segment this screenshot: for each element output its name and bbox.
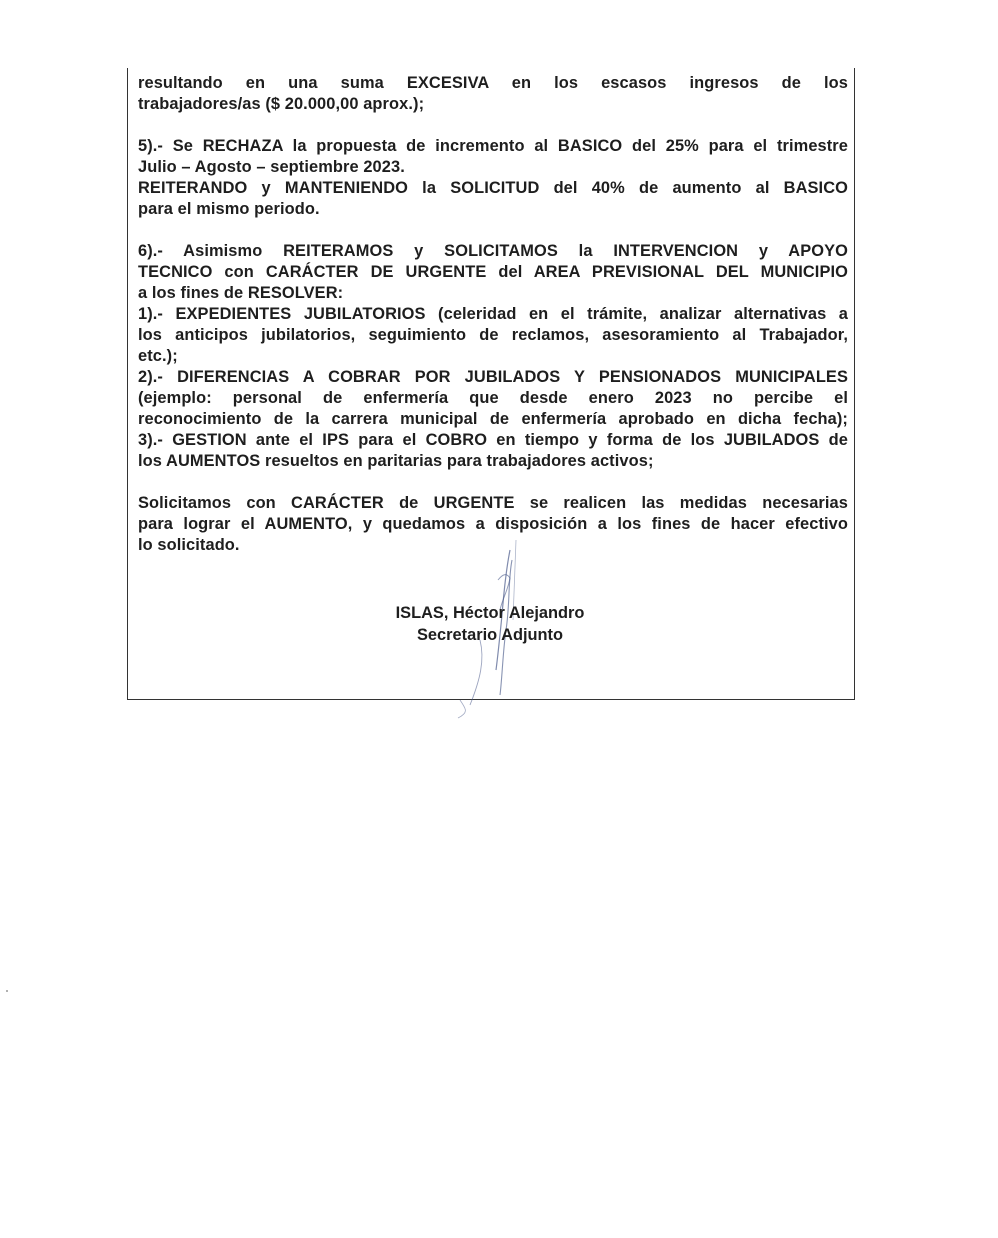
paragraph-line: resultando en una suma EXCESIVA en los escasos ingresos de los xyxy=(138,74,848,92)
paragraph-line: etc.); xyxy=(138,347,178,365)
signature-block xyxy=(300,602,680,646)
paragraph-line: Julio – Agosto – septiembre 2023. xyxy=(138,158,405,176)
letter-body xyxy=(138,73,848,556)
paragraph-line: 5).- Se RECHAZA la propuesta de incremento al BASICO del 25% para el trimestre xyxy=(138,137,848,155)
paragraph-line: Solicitamos con CARÁCTER de URGENTE se realicen las medidas necesarias xyxy=(138,494,848,512)
paragraph-line: a los fines de RESOLVER: xyxy=(138,284,344,302)
paragraph-line: (ejemplo: personal de enfermería que desde enero 2023 no percibe el xyxy=(138,389,848,407)
paragraph-line: 2).- DIFERENCIAS A COBRAR POR JUBILADOS Y PENSIONADOS MUNICIPALES xyxy=(138,368,848,386)
paragraph-line: para lograr el AUMENTO, y quedamos a disposición a los fines de hacer efectivo xyxy=(138,515,848,533)
signer-role: Secretario Adjunto xyxy=(416,626,564,644)
paragraph-line: trabajadores/as ($ 20.000,00 aprox.); xyxy=(138,95,425,113)
paragraph-line: 1).- EXPEDIENTES JUBILATORIOS (celeridad en el trámite, analizar alternativas a xyxy=(138,305,848,323)
paragraph-line: los AUMENTOS resueltos en paritarias para trabajadores activos; xyxy=(138,452,654,470)
paragraph-line: lo solicitado. xyxy=(138,536,240,554)
signer-name: ISLAS, Héctor Alejandro xyxy=(395,604,585,622)
paragraph-line: TECNICO con CARÁCTER DE URGENTE del AREA PREVISIONAL DEL MUNICIPIO xyxy=(138,263,848,281)
paragraph-line: para el mismo periodo. xyxy=(138,200,320,218)
paragraph-line: REITERANDO y MANTENIENDO la SOLICITUD del 40% de aumento al BASICO xyxy=(138,179,848,197)
paragraph-line: reconocimiento de la carrera municipal de enfermería aprobado en dicha fecha); xyxy=(138,410,848,428)
paragraph-line: 3).- GESTION ante el IPS para el COBRO en tiempo y forma de los JUBILADOS de xyxy=(138,431,848,449)
paragraph-line: 6).- Asimismo REITERAMOS y SOLICITAMOS la INTERVENCION y APOYO xyxy=(138,242,848,260)
scan-artifact xyxy=(6,990,8,992)
paragraph-line: los anticipos jubilatorios, seguimiento de reclamos, asesoramiento al Trabajador, xyxy=(138,326,848,344)
